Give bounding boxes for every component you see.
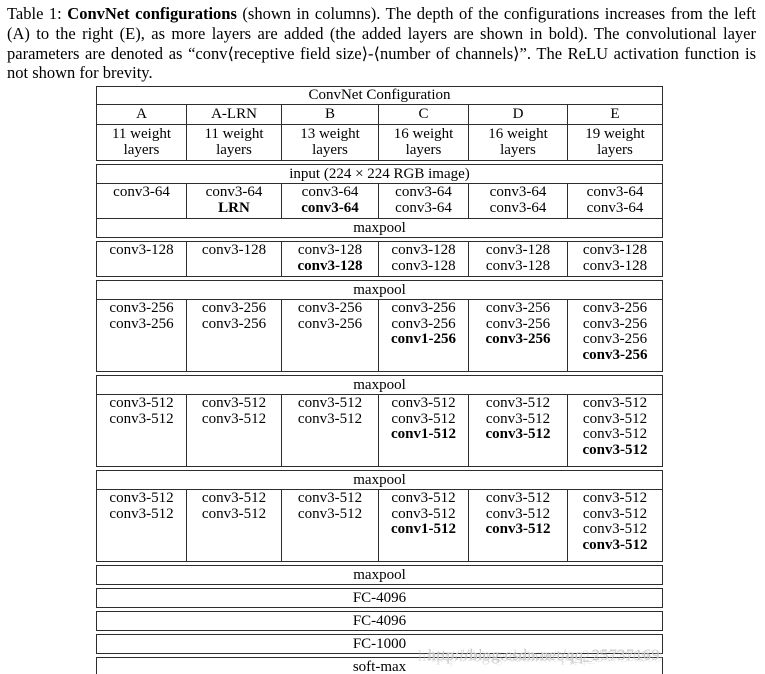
layer-label: conv1-512 <box>391 426 456 443</box>
layer-label: conv3-64 <box>113 184 170 201</box>
depth-cell-E <box>567 125 662 160</box>
input-row: input (224 × 224 RGB image) <box>289 166 470 183</box>
input-conv64-section <box>96 164 663 238</box>
layer-label: conv1-512 <box>391 521 456 538</box>
caption-body: (shown in columns). The depth of the configurations increases from the left (A) to the right (E), as more layers are added (the added layers are shown in bold). The convolutional layer parameters are denoted as “conv⟨receptive field size⟩-⟨number of channels⟩”. The ReLU activation function is not shown for brevity. <box>7 4 756 83</box>
layer-label: conv3-512 <box>201 395 267 412</box>
conv64-block-cell-C <box>378 184 468 218</box>
layer-label: conv3-512 <box>391 490 456 507</box>
maxpool-row: maxpool <box>97 218 662 237</box>
layer-label: conv3-64 <box>489 184 547 201</box>
fc-row: FC-1000 <box>352 636 407 653</box>
fc4096-section-2 <box>96 611 663 631</box>
conv512-block-1 <box>97 394 662 466</box>
depth-line: layers <box>123 142 160 159</box>
layer-label: conv3-512 <box>582 395 648 412</box>
layer-label: conv3-512 <box>201 490 267 507</box>
conv512-section-2 <box>96 470 663 562</box>
layer-label: conv3-64 <box>586 199 644 216</box>
column-header-E: E <box>567 105 662 124</box>
layer-label: conv3-256 <box>391 300 456 317</box>
conv512-block-2 <box>97 489 662 561</box>
weight-layers-row <box>97 124 662 160</box>
layer-label: conv3-512 <box>485 505 551 522</box>
layer-label: conv3-128 <box>391 242 456 259</box>
depth-line: layers <box>500 142 536 159</box>
column-letters-row <box>97 104 662 124</box>
layer-label: conv3-512 <box>109 505 174 522</box>
column-header-D: D <box>468 105 567 124</box>
layer-label: conv3-128 <box>485 242 551 259</box>
layer-label: conv3-512 <box>297 410 363 427</box>
layer-label: conv3-512 <box>391 395 456 412</box>
table-title: ConvNet Configuration <box>308 87 451 104</box>
layer-label: conv3-256 <box>201 315 267 332</box>
table-caption <box>7 4 756 83</box>
conv512-block-2-cell-D <box>468 490 567 561</box>
conv512-block-2-cell-A-LRN <box>186 490 281 561</box>
layer-label: conv3-64 <box>301 199 359 216</box>
layer-label: conv3-256 <box>485 300 551 317</box>
layer-label: conv3-128 <box>297 257 363 274</box>
conv256-block-cell-B <box>281 300 378 371</box>
conv256-block-cell-E <box>567 300 662 371</box>
conv128-block-cell-A-LRN <box>186 242 281 276</box>
layer-label: conv3-512 <box>485 395 551 412</box>
layer-label: conv3-256 <box>582 300 648 317</box>
conv128-block-cell-B <box>281 242 378 276</box>
layer-label: LRN <box>218 199 250 216</box>
conv128-block-cell-A <box>97 242 186 276</box>
layer-label: conv3-512 <box>485 426 551 443</box>
layer-label: conv3-128 <box>485 257 551 274</box>
depth-line: 11 weight <box>204 126 264 143</box>
layer-label: conv3-128 <box>297 242 363 259</box>
depth-line: layers <box>597 142 633 159</box>
conv128-block-cell-C <box>378 242 468 276</box>
conv256-block-cell-D <box>468 300 567 371</box>
depth-cell-A-LRN <box>186 125 281 160</box>
layer-label: conv3-64 <box>301 184 359 201</box>
depth-cell-A <box>97 125 186 160</box>
conv64-block-cell-D <box>468 184 567 218</box>
layer-label: conv3-512 <box>201 505 267 522</box>
conv256-block-cell-A-LRN <box>186 300 281 371</box>
maxpool-row: maxpool <box>353 377 406 394</box>
column-header-A-LRN: A-LRN <box>186 105 281 124</box>
maxpool-section <box>96 565 663 585</box>
layer-label: conv3-512 <box>582 490 648 507</box>
layer-label: conv3-256 <box>485 331 551 348</box>
depth-cell-C <box>378 125 468 160</box>
caption-bold-title: ConvNet configurations <box>67 4 237 23</box>
fc4096-section-1 <box>96 588 663 608</box>
layer-label: conv3-512 <box>391 410 456 427</box>
depth-line: 11 weight <box>111 126 172 143</box>
conv512-block-1-cell-A-LRN <box>186 395 281 466</box>
layer-label: conv1-256 <box>391 331 456 348</box>
layer-label: conv3-256 <box>297 300 363 317</box>
layer-label: conv3-512 <box>297 395 363 412</box>
depth-line: layers <box>405 142 442 159</box>
depth-line: 16 weight <box>488 126 548 143</box>
layer-label: conv3-512 <box>109 490 174 507</box>
layer-label: conv3-512 <box>582 410 648 427</box>
layer-label: conv3-512 <box>582 536 648 553</box>
layer-label: conv3-256 <box>582 346 648 363</box>
layer-label: conv3-512 <box>201 410 267 427</box>
conv128-block <box>97 242 662 276</box>
conv512-block-1-cell-E <box>567 395 662 466</box>
layer-label: conv3-512 <box>297 505 363 522</box>
conv512-block-2-cell-E <box>567 490 662 561</box>
layer-label: conv3-256 <box>582 331 648 348</box>
conv256-block <box>97 299 662 371</box>
layer-label: conv3-64 <box>395 184 452 201</box>
conv512-block-1-cell-B <box>281 395 378 466</box>
softmax-row: soft-max <box>352 659 407 674</box>
layer-label: conv3-256 <box>391 315 456 332</box>
conv512-block-1-cell-D <box>468 395 567 466</box>
layer-label: conv3-256 <box>109 315 174 332</box>
conv512-block-1-cell-C <box>378 395 468 466</box>
layer-label: conv3-512 <box>109 395 174 412</box>
layer-label: conv3-256 <box>297 315 363 332</box>
layer-label: conv3-64 <box>489 199 547 216</box>
conv128-section <box>96 241 663 277</box>
depth-line: 16 weight <box>393 126 454 143</box>
layer-label: conv3-512 <box>485 410 551 427</box>
column-header-C: C <box>378 105 468 124</box>
maxpool-row: maxpool <box>353 472 406 489</box>
conv64-block-cell-A <box>97 184 186 218</box>
layer-label: conv3-256 <box>582 315 648 332</box>
convnet-configuration-table <box>96 86 663 674</box>
conv128-block-cell-E <box>567 242 662 276</box>
conv512-block-2-cell-C <box>378 490 468 561</box>
layer-label: conv3-512 <box>582 521 648 538</box>
conv256-block-cell-A <box>97 300 186 371</box>
conv256-block-cell-C <box>378 300 468 371</box>
conv512-section-1 <box>96 375 663 467</box>
layer-label: conv3-64 <box>205 184 263 201</box>
depth-line: layers <box>312 142 348 159</box>
conv512-block-2-cell-B <box>281 490 378 561</box>
conv128-block-cell-D <box>468 242 567 276</box>
depth-cell-D <box>468 125 567 160</box>
layer-label: conv3-512 <box>297 490 363 507</box>
depth-cell-B <box>281 125 378 160</box>
depth-line: 13 weight <box>300 126 360 143</box>
layer-label: conv3-512 <box>582 441 648 458</box>
layer-label: conv3-256 <box>109 300 174 317</box>
layer-label: conv3-128 <box>582 257 648 274</box>
caption-prefix: Table 1: <box>7 4 68 23</box>
layer-label: conv3-512 <box>391 505 456 522</box>
layer-label: conv3-512 <box>582 505 648 522</box>
conv64-block <box>97 183 662 218</box>
layer-label: conv3-128 <box>582 242 648 259</box>
conv512-block-1-cell-A <box>97 395 186 466</box>
conv64-block-cell-E <box>567 184 662 218</box>
column-header-B: B <box>281 105 378 124</box>
layer-label: conv3-128 <box>391 257 456 274</box>
layer-label: conv3-128 <box>201 242 267 259</box>
maxpool-row: maxpool <box>353 567 406 584</box>
layer-label: conv3-512 <box>582 426 648 443</box>
depth-line: layers <box>216 142 252 159</box>
layer-label: conv3-512 <box>485 521 551 538</box>
layer-label: conv3-64 <box>586 184 644 201</box>
conv64-block-cell-B <box>281 184 378 218</box>
fc-row: FC-4096 <box>352 613 407 630</box>
layer-label: conv3-512 <box>109 410 174 427</box>
depth-line: 19 weight <box>585 126 645 143</box>
layer-label: conv3-128 <box>109 242 174 259</box>
header-section <box>96 86 663 161</box>
column-header-A: A <box>136 106 147 123</box>
layer-label: conv3-256 <box>201 300 267 317</box>
layer-label: conv3-256 <box>485 315 551 332</box>
maxpool-row: maxpool <box>353 282 406 299</box>
layer-label: conv3-512 <box>485 490 551 507</box>
watermark: http://blog.csdn.net/qq_25737169 <box>428 647 660 664</box>
fc-row: FC-4096 <box>352 590 407 607</box>
conv64-block-cell-A-LRN <box>186 184 281 218</box>
conv512-block-2-cell-A <box>97 490 186 561</box>
conv256-section <box>96 280 663 372</box>
layer-label: conv3-64 <box>395 199 452 216</box>
